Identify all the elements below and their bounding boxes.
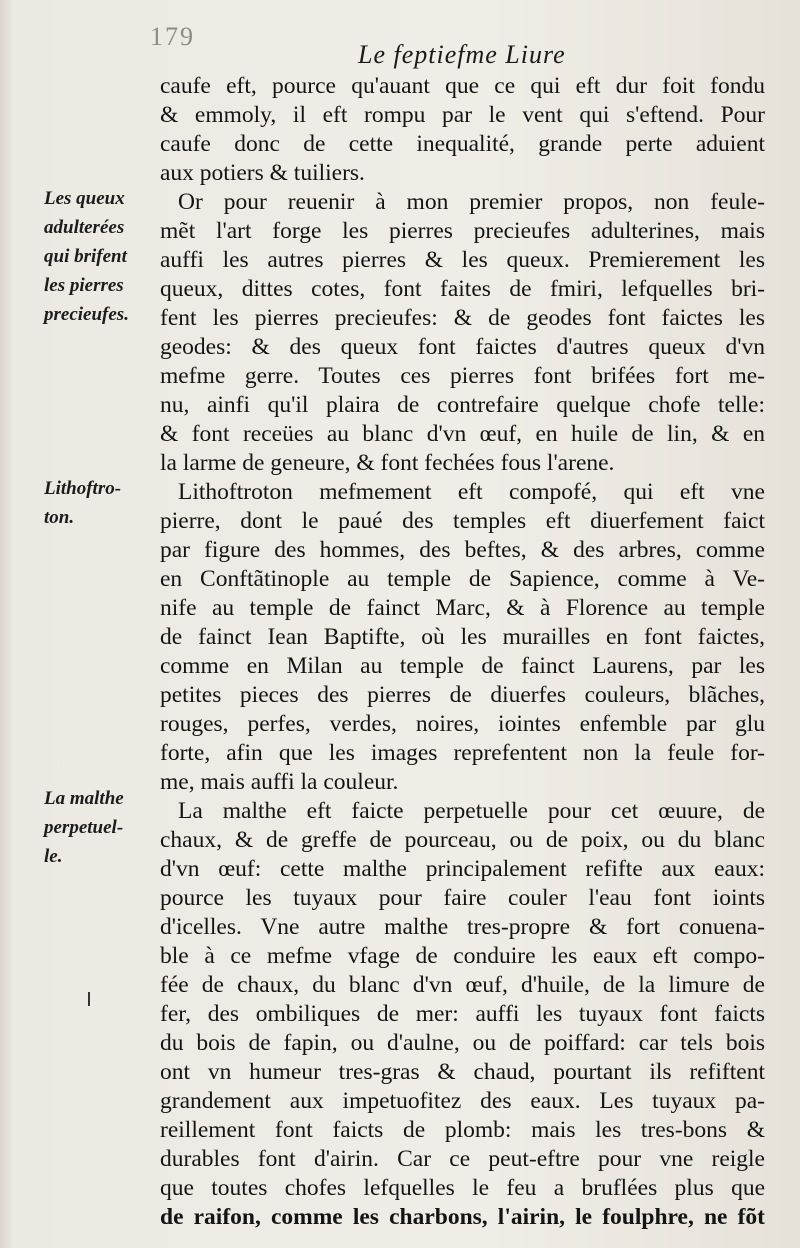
text-line: auffi les autres pierres & les queux. Premierement les (160, 247, 765, 273)
margin-note-line: le. (44, 846, 63, 867)
text-line: forte, afin que les images reprefentent non la feule for- (160, 740, 765, 766)
margin-note-line: ton. (44, 507, 75, 528)
margin-note-line: precieufes. (44, 304, 129, 325)
text-line: nu, ainfi qu'il plaira de contrefaire quelque chofe telle: (160, 392, 765, 418)
text-line: reillement font faicts de plomb: mais les tres-bons & (160, 1117, 765, 1143)
text-line: de raifon, comme les charbons, l'airin, le foulphre, ne fõt (160, 1204, 765, 1230)
text-line: pierre, dont le paué des temples eft diuerfement faict (160, 508, 765, 534)
margin-note-line: perpetuel- (44, 817, 124, 838)
text-line: que toutes chofes lefquelles le feu a bruflées plus que (160, 1175, 765, 1201)
text-line: Lithoftroton mefmement eft compofé, qui eft vne (178, 479, 765, 505)
margin-note-line: La malthe (44, 788, 124, 809)
text-line: en Conftãtinople au temple de Sapience, comme à Ve- (160, 566, 765, 592)
text-line: grandement aux impetuofitez des eaux. Les tuyaux pa- (160, 1088, 765, 1114)
text-line: comme en Milan au temple de fainct Laurens, par les (160, 653, 765, 679)
text-line: fée de chaux, du blanc d'vn œuf, d'huile, de la limure de (160, 972, 765, 998)
text-line: de fainct Iean Baptifte, où les murailles en font faictes, (160, 624, 765, 650)
text-line: petites pieces des pierres de diuerfes couleurs, blãches, (160, 682, 765, 708)
text-line: la larme de geneure, & font fechées fous l'arene. (160, 450, 615, 476)
body-text (160, 72, 765, 1232)
text-line: queux, dittes cotes, font faites de fmiri, lefquelles bri- (160, 276, 765, 302)
margin-note-malthe (44, 784, 156, 871)
margin-note-line: Lithoftro- (44, 478, 122, 499)
text-line: & emmoly, il eft rompu par le vent qui s'eftend. Pour (160, 102, 765, 128)
text-line: Or pour reuenir à mon premier propos, non feule- (178, 189, 765, 215)
text-line: d'vn œuf: cette malthe principalement refifte aux eaux: (160, 856, 765, 882)
text-line: La malthe eft faicte perpetuelle pour cet œuure, de (178, 798, 765, 824)
text-line: ble à ce mefme vfage de conduire les eaux eft compo- (160, 943, 765, 969)
text-line: chaux, & de greffe de pourceau, ou de poix, ou du blanc (160, 827, 765, 853)
page-number: 179 (150, 22, 195, 51)
text-line: nife au temple de fainct Marc, & à Florence au temple (160, 595, 765, 621)
margin-mark (88, 992, 90, 1006)
margin-note-line: qui brifent (44, 246, 127, 267)
text-line: durables font d'airin. Car ce peut-eftre pour vne reigle (160, 1146, 765, 1172)
text-line: & font receües au blanc d'vn œuf, en huile de lin, & en (160, 421, 765, 447)
show-through-text (520, 18, 525, 41)
text-line: par figure des hommes, des beftes, & des arbres, comme (160, 537, 765, 563)
text-line: aux potiers & tuiliers. (160, 160, 365, 186)
text-line: caufe donc de cette inequalité, grande perte aduient (160, 131, 765, 157)
text-line: fent les pierres precieufes: & de geodes font faictes les (160, 305, 765, 331)
text-line: fer, des ombiliques de mer: auffi les tuyaux font faicts (160, 1001, 765, 1027)
text-line: rouges, perfes, verdes, noires, iointes enfemble par glu (160, 711, 765, 737)
running-title: Le feptiefme Liure (358, 40, 566, 69)
text-line: d'icelles. Vne autre malthe tres-propre & fort conuena- (160, 914, 765, 940)
text-line: mẽt l'art forge les pierres precieufes adulterines, mais (160, 218, 765, 244)
text-line: me, mais auffi la couleur. (160, 769, 399, 795)
margin-note-line: Les queux (44, 188, 125, 209)
margin-note-lithostroton (44, 474, 156, 532)
margin-note-line: adulterées (44, 217, 125, 238)
text-line: du bois de fapin, ou d'aulne, ou de poiffard: car tels bois (160, 1030, 765, 1056)
margin-note-queux (44, 184, 156, 329)
text-line: ont vn humeur tres-gras & chaud, pourtant ils refiftent (160, 1059, 765, 1085)
text-line: geodes: & des queux font faictes d'autres queux d'vn (160, 334, 765, 360)
text-line: caufe eft, pource qu'auant que ce qui eft dur foit fondu (160, 73, 765, 99)
text-line: pource les tuyaux pour faire couler l'eau font ioints (160, 885, 765, 911)
margin-note-line: les pierres (44, 275, 124, 296)
text-line: mefme gerre. Toutes ces pierres font brifées fort me- (160, 363, 765, 389)
